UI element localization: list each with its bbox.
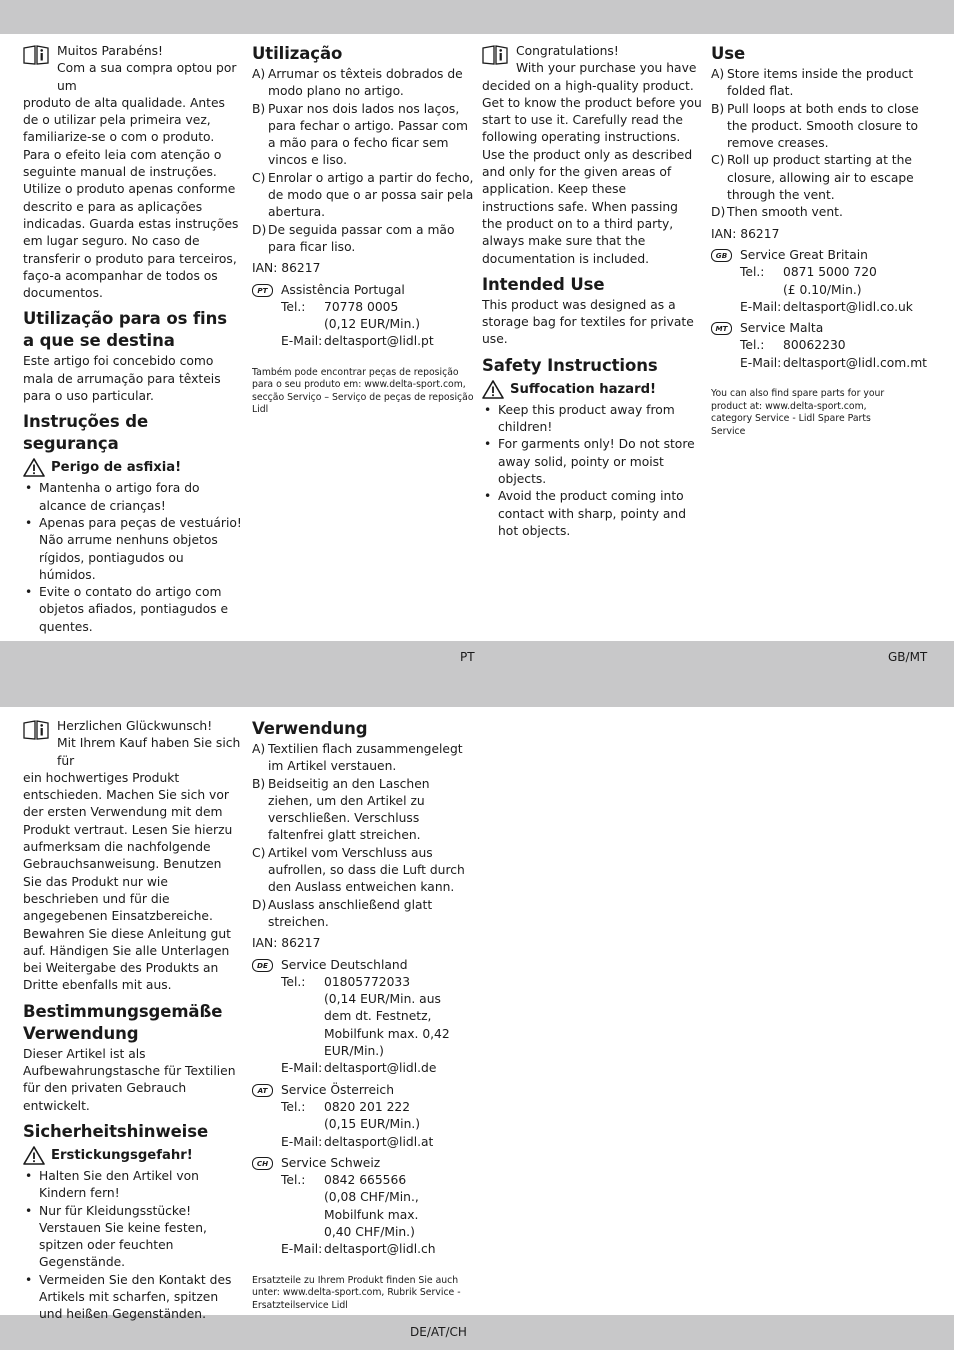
mt-service [711, 320, 933, 372]
de-safety-heading: Sicherheitshinweise [23, 1121, 209, 1141]
list-item [252, 776, 474, 845]
pt-warning-text: Perigo de asfixia! [51, 460, 182, 476]
step-letter: A) [252, 67, 266, 81]
pt-steps [252, 66, 474, 256]
gb-intro [482, 43, 702, 268]
step-letter: B) [711, 101, 725, 116]
top-band [0, 0, 954, 34]
pt-service [252, 282, 474, 351]
tel-label: Tel.: [281, 1173, 306, 1188]
instructions-book-icon [23, 45, 49, 65]
pt-warning [23, 458, 243, 477]
pt-column-2 [252, 43, 474, 417]
list-item: • Mantenha o artigo fora do alcance de crianças! [23, 480, 243, 515]
pt-ian: IAN: 86217 [252, 261, 321, 276]
footer-gb: GB/MT [888, 650, 928, 664]
list-item [711, 101, 933, 153]
service-name: Service Schweiz [281, 1155, 381, 1170]
list-item [252, 741, 474, 776]
pt-intro [23, 43, 243, 302]
email-value: deltasport@lidl.ch [324, 1242, 436, 1257]
email-label: E-Mail: [740, 299, 782, 314]
gb-ian: IAN: 86217 [711, 226, 780, 241]
gb-steps [711, 66, 933, 222]
email-value: deltasport@lidl.com.mt [783, 355, 927, 370]
tel-label: Tel.: [740, 265, 765, 280]
step-text: Beidseitig an den Laschen ziehen, um den Artikel zu verschließen. Verschluss faltenfrei glatt streichen. [268, 776, 430, 843]
step-text: Then smooth vent. [727, 205, 843, 220]
pt-column-1 [23, 43, 243, 636]
warning-triangle-icon [482, 380, 504, 399]
tel-note: (0,14 EUR/Min. aus dem dt. Festnetz, Mobilfunk max. 0,42 EUR/Min.) [324, 992, 450, 1059]
gb-warning-text: Suffocation hazard! [510, 381, 657, 397]
list-item [252, 101, 474, 170]
footer-pt: PT [460, 650, 475, 664]
tel-label: Tel.: [281, 974, 306, 989]
tel-label: Tel.: [281, 1099, 306, 1114]
gb-column-2 [711, 43, 933, 438]
list-item: • Evite o contato do artigo com objetos afiados, pontiagudos e quentes. [23, 584, 243, 636]
pt-use-heading: Utilização [252, 44, 343, 63]
pt-safety-list [23, 480, 243, 636]
de-intended-text: Dieser Artikel ist als Aufbewahrungstasche für Textilien für den privaten Gebrauch entwickelt. [23, 1046, 236, 1113]
list-item [252, 897, 474, 932]
list-item [252, 845, 474, 897]
step-text: Auslass anschließend glatt streichen. [268, 897, 433, 929]
de-safety-list [23, 1168, 243, 1324]
tel-value: 70778 0005 [324, 299, 399, 314]
service-name: Service Österreich [281, 1082, 394, 1097]
service-name: Service Deutschland [281, 957, 408, 972]
at-service [252, 1082, 474, 1151]
email-label: E-Mail: [281, 1242, 323, 1257]
instructions-book-icon [23, 720, 49, 740]
list-item: • Keep this product away from children! [482, 402, 702, 437]
service-name: Assistência Portugal [281, 282, 405, 297]
gb-warning [482, 380, 702, 399]
de-intro-text: ein hochwertiges Produkt entschieden. Machen Sie sich vor der ersten Verwendung mit dem Produkt vertraut. Lesen Sie hierzu aufmerksam die nachfolgende Gebrauchsanweisung. Benutzen Sie das Produkt nur wie beschrieben und für die angegebenen Einsatzbereiche. Bewahren Sie diese Anleitung gut auf. Händigen Sie alle Unterlagen bei Weitergabe des Produkts an Dritte ebenfalls mit aus. [23, 770, 233, 993]
email-label: E-Mail: [281, 1134, 323, 1149]
tel-note: (0,08 CHF/Min., Mobilfunk max. 0,40 CHF/Min.) [324, 1190, 419, 1240]
de-spare-parts: Ersatzteile zu Ihrem Produkt finden Sie auch unter: www.delta-sport.com, Rubrik Service - Ersatzteilservice Lidl [252, 1274, 461, 1311]
email-value: deltasport@lidl.de [324, 1061, 437, 1076]
de-use-heading: Verwendung [252, 719, 368, 738]
pt-intro-line-2: Com a sua compra optou por um [57, 61, 237, 93]
country-badge-gb: GB [711, 249, 732, 262]
step-text: Puxar nos dois lados nos laços, para fechar o artigo. Passar com a mão para o fecho ficar sem vincos e liso. [268, 101, 468, 168]
pt-spare-parts: Também pode encontrar peças de reposição para o seu produto em: www.delta-sport.com, secção Serviço – Serviço de peças de reposição Lidl [252, 366, 474, 416]
step-letter: D) [252, 222, 267, 237]
tel-value: 0871 5000 720 [783, 265, 877, 280]
list-item: • For garments only! Do not store away solid, pointy or moist objects. [482, 436, 702, 488]
tel-value: 80062230 [783, 338, 846, 353]
gb-spare-parts: You can also find spare parts for your product at: www.delta-sport.com, category Service - Lidl Spare Parts Service [711, 388, 885, 437]
de-steps [252, 741, 474, 931]
email-label: E-Mail: [281, 334, 323, 349]
country-badge-de: DE [252, 959, 273, 972]
gb-safety-heading: Safety Instructions [482, 355, 658, 375]
pt-intro-text: produto de alta qualidade. Antes de o utilizar pela primeira vez, familiarize-se o com o produto. Para o efeito leia com atenção o seguinte manual de instruções. Utilize o produto apenas conforme descrito e para as aplicações indicadas. Guarda estas instruções em lugar seguro. No caso de transferir o produto para terceiros, faço-a acompanhar de todos os documentos. [23, 95, 239, 301]
country-badge-pt: PT [252, 284, 273, 297]
step-text: Enrolar o artigo a partir do fecho, de modo que o ar possa sair pela abertura. [268, 170, 474, 220]
tel-value: 0820 201 222 [324, 1099, 411, 1114]
step-text: Store items inside the product folded flat. [727, 67, 914, 99]
gb-safety-list [482, 402, 702, 540]
step-text: Artikel vom Verschluss aus aufrollen, so dass die Luft durch den Auslass entweichen kann. [268, 845, 465, 895]
tel-value: 01805772033 [324, 974, 411, 989]
tel-note: (0,12 EUR/Min.) [324, 317, 421, 332]
list-item: • Avoid the product coming into contact with sharp, pointy and hot objects. [482, 488, 702, 540]
step-letter: C) [711, 153, 725, 168]
warning-triangle-icon [23, 458, 45, 477]
gb-intended-heading: Intended Use [482, 274, 605, 294]
step-text: Textilien flach zusammengelegt im Artikel verstauen. [268, 742, 463, 774]
gb-intro-line-1: Congratulations! [516, 44, 619, 58]
ch-service [252, 1155, 474, 1259]
de-service [252, 957, 474, 1078]
pt-intended-heading: Utilização para os fins a que se destina [23, 309, 227, 351]
pt-safety-heading: Instruções de segurança [23, 412, 149, 454]
middle-band [0, 641, 954, 707]
list-item [711, 66, 933, 101]
gb-column-1 [482, 43, 702, 540]
pt-intro-line-1: Muitos Parabéns! [57, 44, 163, 58]
pt-intended-text: Este artigo foi concebido como mala de arrumação para têxteis para o uso particular. [23, 354, 221, 404]
step-text: De seguida passar com a mão para ficar liso. [268, 222, 455, 254]
step-letter: A) [252, 742, 266, 756]
email-value: deltasport@lidl.pt [324, 334, 434, 349]
list-item: • Halten Sie den Artikel von Kindern fern! [23, 1168, 243, 1203]
list-item [252, 66, 474, 101]
step-letter: D) [252, 897, 267, 912]
tel-value: 0842 665566 [324, 1173, 407, 1188]
step-letter: B) [252, 776, 266, 791]
tel-label: Tel.: [740, 338, 765, 353]
tel-note: (£ 0.10/Min.) [783, 282, 862, 297]
instructions-book-icon [482, 45, 508, 65]
step-letter: C) [252, 170, 266, 185]
de-intro-line-1: Herzlichen Glückwunsch! [57, 719, 213, 733]
de-intended-heading: Bestimmungsgemäße Verwendung [23, 1001, 223, 1043]
list-item [252, 222, 474, 257]
email-value: deltasport@lidl.at [324, 1134, 434, 1149]
gb-use-heading: Use [711, 44, 746, 63]
country-badge-ch: CH [252, 1157, 273, 1170]
step-letter: C) [252, 845, 266, 860]
email-value: deltasport@lidl.co.uk [783, 299, 913, 314]
de-warning-text: Erstickungsgefahr! [51, 1147, 193, 1163]
step-letter: D) [711, 205, 726, 220]
de-column-2 [252, 718, 474, 1312]
de-warning [23, 1146, 243, 1165]
footer-de: DE/AT/CH [410, 1325, 467, 1339]
gb-intro-text: decided on a high-quality product. Get to know the product before you start to use it. Carefully read the following operating instructions. Use the product only as described and only for the given areas of application. Keep these instructions safe. When passing the product on to a third party, always make sure that the documentation is included. [482, 78, 702, 266]
service-name: Service Great Britain [740, 247, 868, 262]
de-ian: IAN: 86217 [252, 936, 321, 951]
step-text: Arrumar os têxteis dobrados de modo plano no artigo. [268, 67, 463, 99]
list-item: • Vermeiden Sie den Kontakt des Artikels mit scharfen, spitzen und heißen Gegenständen. [23, 1272, 243, 1324]
service-name: Service Malta [740, 321, 824, 336]
email-label: E-Mail: [740, 355, 782, 370]
list-item: • Nur für Kleidungsstücke! Verstauen Sie keine festen, spitzen oder feuchten Gegenstände. [23, 1203, 243, 1272]
de-intro-line-2: Mit Ihrem Kauf haben Sie sich für [57, 736, 241, 768]
country-badge-at: AT [252, 1084, 273, 1097]
list-item [711, 204, 933, 221]
list-item: • Apenas para peças de vestuário! Não arrume nenhuns objetos rígidos, pontiagudos ou húmidos. [23, 515, 243, 584]
step-letter: B) [252, 101, 266, 116]
step-text: Roll up product starting at the closure, allowing air to escape through the vent. [727, 153, 914, 203]
warning-triangle-icon [23, 1146, 45, 1165]
step-text: Pull loops at both ends to close the product. Smooth closure to remove creases. [727, 101, 919, 151]
de-intro [23, 718, 243, 995]
list-item [711, 152, 933, 204]
step-letter: A) [711, 67, 725, 81]
tel-label: Tel.: [281, 299, 306, 314]
gb-intro-line-2: With your purchase you have [516, 61, 697, 76]
country-badge-mt: MT [711, 322, 732, 335]
tel-note: (0,15 EUR/Min.) [324, 1117, 421, 1132]
gb-service [711, 247, 933, 316]
email-label: E-Mail: [281, 1061, 323, 1076]
gb-intended-text: This product was designed as a storage bag for textiles for private use. [482, 297, 694, 347]
list-item [252, 170, 474, 222]
de-column-1 [23, 718, 243, 1324]
